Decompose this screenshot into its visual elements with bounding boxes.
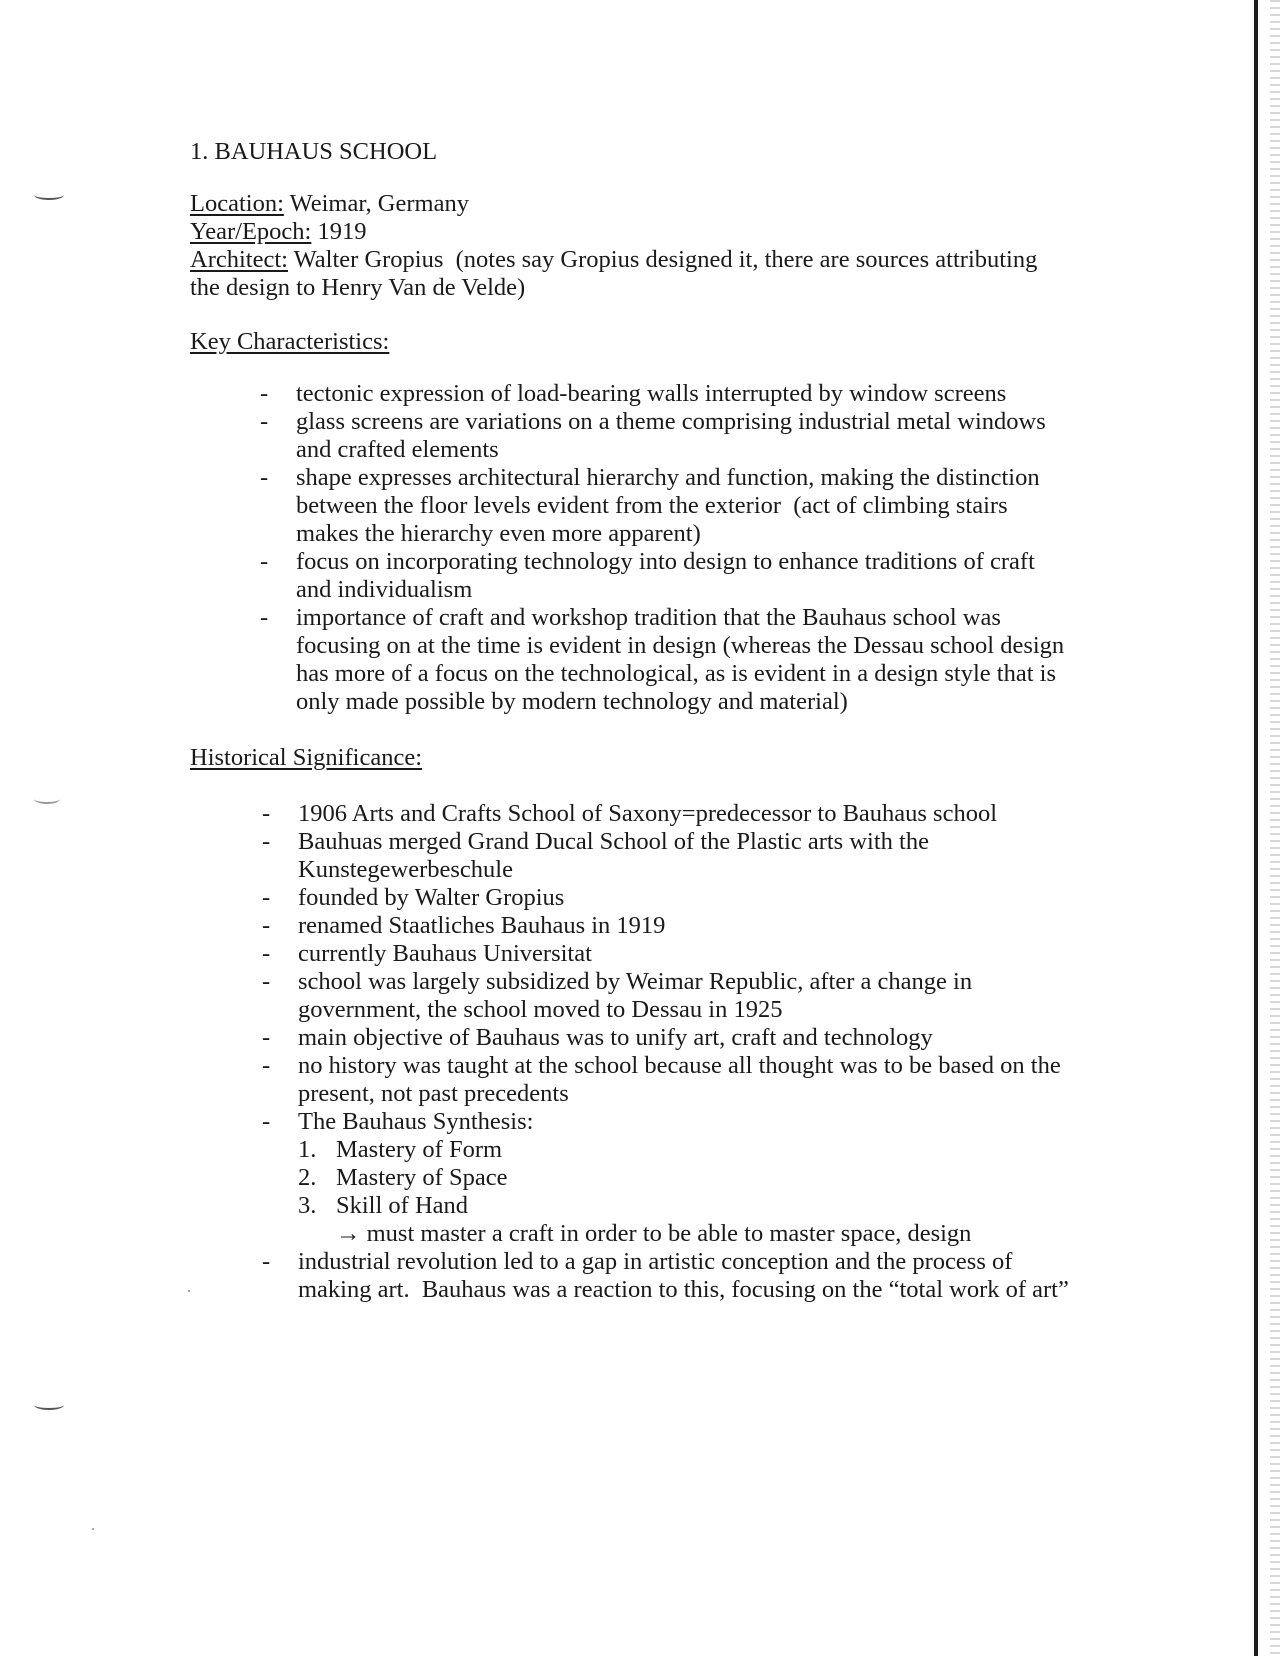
bullet-dash: - [262, 800, 271, 827]
bullet-dash: - [260, 604, 269, 631]
location-line [190, 190, 1110, 218]
key-characteristic-item [260, 548, 1110, 604]
historical-significance-label: Historical Significance: [190, 744, 422, 771]
key-characteristic-item [260, 604, 1110, 716]
list-item-line: Kunstegewerbeschule [298, 856, 513, 883]
list-item-line: shape expresses architectural hierarchy and function, making the distinction [296, 464, 1040, 491]
bullet-dash: - [262, 1248, 271, 1275]
location-value: Weimar, Germany [289, 190, 469, 217]
list-item-line: has more of a focus on the technological, as is evident in a design style that is [296, 660, 1056, 687]
list-item-line: only made possible by modern technology and material) [296, 688, 848, 715]
scan-edge-texture [1270, 0, 1280, 1656]
historical-item [262, 1248, 1110, 1304]
bullet-dash: - [260, 548, 269, 575]
synthesis-number: 2. [298, 1164, 317, 1191]
historical-significance-heading [190, 744, 1110, 772]
list-item-line: present, not past precedents [298, 1080, 569, 1107]
document-body [190, 138, 1110, 1304]
synthesis-number: 3. [298, 1192, 317, 1219]
list-item-line: Bauhuas merged Grand Ducal School of the Plastic arts with the [298, 828, 929, 855]
architect-line [190, 246, 1110, 274]
list-item-line: focusing on at the time is evident in design (whereas the Dessau school design [296, 632, 1065, 659]
historical-item [262, 1024, 1110, 1052]
list-item-line: renamed Staatliches Bauhaus in 1919 [298, 912, 666, 939]
bullet-dash: - [262, 1024, 271, 1051]
synthesis-text: Skill of Hand [336, 1192, 469, 1219]
architect-value: Walter Gropius (notes say Gropius designed it, there are sources attributing [293, 246, 1038, 273]
bullet-dash: - [260, 380, 269, 407]
synthesis-item [298, 1192, 1110, 1220]
historical-item [262, 912, 1110, 940]
speck [92, 1528, 94, 1530]
year-line [190, 218, 1110, 246]
punch-mark [34, 190, 64, 200]
key-characteristics-label: Key Characteristics: [190, 328, 390, 355]
list-item-line: makes the hierarchy even more apparent) [296, 520, 701, 547]
bullet-dash: - [260, 408, 269, 435]
list-item-line: making art. Bauhaus was a reaction to this, focusing on the “total work of art” [298, 1276, 1069, 1303]
list-item-line: importance of craft and workshop tradition that the Bauhaus school was [296, 604, 1001, 631]
list-item-line: and individualism [296, 576, 473, 603]
synthesis-list [298, 1136, 1110, 1220]
list-item-line: tectonic expression of load-bearing walls interrupted by window screens [296, 380, 1007, 407]
synthesis-item [298, 1136, 1110, 1164]
historical-item [262, 940, 1110, 968]
list-item-line: industrial revolution led to a gap in artistic conception and the process of [298, 1248, 1013, 1275]
list-item-line: glass screens are variations on a theme comprising industrial metal windows [296, 408, 1046, 435]
historical-item [262, 1052, 1110, 1108]
historical-item [262, 1108, 1110, 1136]
location-label: Location: [190, 190, 284, 217]
list-item-line: between the floor levels evident from the exterior (act of climbing stairs [296, 492, 1008, 519]
bullet-dash: - [262, 828, 271, 855]
year-value: 1919 [317, 218, 367, 245]
synthesis-text: Mastery of Space [336, 1164, 508, 1191]
punch-mark [34, 794, 60, 804]
year-label: Year/Epoch: [190, 218, 312, 245]
list-item-line: founded by Walter Gropius [298, 884, 565, 911]
synthesis-number: 1. [298, 1136, 317, 1163]
list-item-line: government, the school moved to Dessau in 1925 [298, 996, 783, 1023]
bullet-dash: - [262, 884, 271, 911]
synthesis-text: Mastery of Form [336, 1136, 503, 1163]
list-item-line: currently Bauhaus Universitat [298, 940, 592, 967]
list-item-line: main objective of Bauhaus was to unify art, craft and technology [298, 1024, 933, 1051]
page-title: 1. BAUHAUS SCHOOL [190, 138, 438, 165]
synthesis-item [298, 1164, 1110, 1192]
synthesis-note: → must master a craft in order to be able to master space, design [336, 1220, 972, 1247]
list-item-line: and crafted elements [296, 436, 499, 463]
historical-item [262, 968, 1110, 1024]
bullet-dash: - [262, 1052, 271, 1079]
key-characteristics-list [260, 380, 1110, 716]
bullet-dash: - [262, 940, 271, 967]
punch-mark [34, 1400, 64, 1410]
bullet-dash: - [262, 912, 271, 939]
bullet-dash: - [262, 1108, 271, 1135]
key-characteristics-heading [190, 328, 1110, 356]
bullet-dash: - [260, 464, 269, 491]
historical-item [262, 828, 1110, 884]
bullet-dash: - [262, 968, 271, 995]
architect-line-cont: the design to Henry Van de Velde) [190, 274, 526, 301]
historical-item [262, 884, 1110, 912]
list-item-line: no history was taught at the school because all thought was to be based on the [298, 1052, 1061, 1079]
synthesis-sublist-wrapper [262, 1136, 1110, 1248]
historical-significance-list [262, 800, 1110, 1304]
key-characteristic-item [260, 380, 1110, 408]
historical-item [262, 800, 1110, 828]
architect-label: Architect: [190, 246, 288, 273]
list-item-line: focus on incorporating technology into design to enhance traditions of craft [296, 548, 1035, 575]
key-characteristic-item [260, 464, 1110, 548]
key-characteristic-item [260, 408, 1110, 464]
list-item-line: school was largely subsidized by Weimar Republic, after a change in [298, 968, 973, 995]
list-item-line: 1906 Arts and Crafts School of Saxony=predecessor to Bauhaus school [298, 800, 998, 827]
list-item-line: The Bauhaus Synthesis: [298, 1108, 534, 1135]
scan-edge [1254, 0, 1258, 1656]
